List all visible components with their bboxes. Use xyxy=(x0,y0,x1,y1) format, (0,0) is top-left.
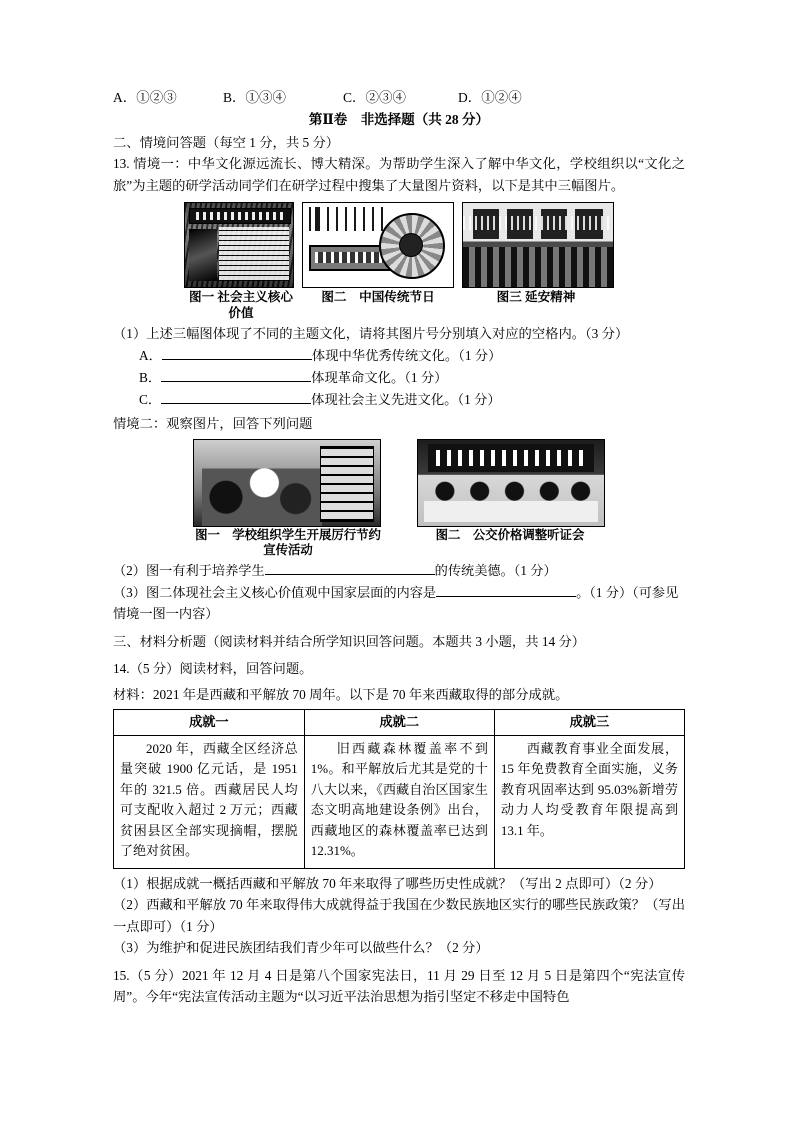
figure-2-traditional-festival-image xyxy=(302,202,454,288)
table-header-3: 成就三 xyxy=(494,710,684,736)
section-3-title: 三、材料分析题（阅读材料并结合所学知识回答问题。本题共 3 小题，共 14 分） xyxy=(113,633,586,649)
picture-group-2 xyxy=(113,439,685,527)
figure-2-bus-fare-hearing-image xyxy=(417,439,605,527)
question-14-material: 材料：2021 年是西藏和平解放 70 周年。以下是 70 年来西藏取得的部分成就。 xyxy=(113,686,569,702)
figure-1b-caption: 图一 学校组织学生开展厉行节约宣传活动 xyxy=(195,528,381,557)
achievements-table xyxy=(113,709,685,869)
table-row xyxy=(114,735,685,868)
table-header-row xyxy=(114,710,685,736)
picture-group-2-captions xyxy=(113,528,685,558)
option-b-label: B． xyxy=(139,369,162,385)
figure-1-core-values-image xyxy=(184,202,294,288)
question-14-sub1: （1）根据成就一概括西藏和平解放 70 年来取得了哪些历史性成就？（写出 2 点即可）（2 分） xyxy=(113,875,662,891)
question-13-sub3 xyxy=(113,582,685,625)
table-cell-achievement-2: 旧西藏森林覆盖率不到 1%。和平解放后尤其是党的十八大以来，《西藏自治区国家生态文明高地建设条例》出台，西藏地区的森林覆盖率已达到 12.31%。 xyxy=(304,735,494,868)
picture-group-1-captions xyxy=(113,288,685,321)
table-header-2: 成就二 xyxy=(304,710,494,736)
figure-1-caption: 图一 社会主义核心价值 xyxy=(189,290,293,320)
sub3-suffix: 。（1 分）（可参见情境一图一内容） xyxy=(113,584,679,621)
volume-header: 第Ⅱ卷 非选择题（共 28 分） xyxy=(308,112,490,127)
table-header-1: 成就一 xyxy=(114,710,305,736)
figure-3-caption: 图三 延安精神 xyxy=(496,290,576,304)
sub2-prefix: （2）图一有利于培养学生 xyxy=(113,563,265,578)
choice-a[interactable]: A．①②③ xyxy=(113,90,177,105)
question-15-stem: 15.（5 分）2021 年 12 月 4 日是第八个国家宪法日，11 月 29 日至 12 月 5 日是第四个“宪法宣传周”。今年“宪法宣传活动主题为“以习近平法治思想为指引坚定不移走中国特色 xyxy=(113,967,685,1004)
answer-blank-c[interactable] xyxy=(161,390,311,404)
question-14-sub3: （3）为维护和促进民族团结我们青少年可以做些什么？（2 分） xyxy=(113,940,489,955)
question-13-sub1: （1）上述三幅图体现了不同的主题文化，请将其图片号分别填入对应的空格内。（3 分） xyxy=(113,326,629,341)
sub3-prefix: （3）图二体现社会主义核心价值观中国家层面的内容是 xyxy=(113,584,437,600)
figure-1-thrift-campaign-image xyxy=(193,439,381,527)
answer-blank-sub3[interactable] xyxy=(436,583,576,597)
question-14-stem: 14.（5 分）阅读材料，回答问题。 xyxy=(113,661,313,676)
question-13-situation-2: 情境二：观察图片，回答下列问题 xyxy=(113,415,313,431)
question-13-stem: 13. 情境一：中华文化源远流长、博大精深。为帮助学生深入了解中华文化，学校组织以“文化之旅”为主题的研学活动同学们在研学过程中搜集了大量图片资料，以下是其中三幅图片。 xyxy=(113,156,685,193)
option-a-label: A． xyxy=(139,347,162,363)
answer-blank-b[interactable] xyxy=(161,368,311,382)
sub2-suffix: 的传统美德。（1 分） xyxy=(434,563,557,578)
figure-3-yanan-spirit-image xyxy=(462,202,614,288)
choice-c[interactable]: C．②③④ xyxy=(343,90,407,105)
answer-blank-sub2[interactable] xyxy=(265,561,435,575)
picture-group-1 xyxy=(113,202,685,288)
choice-d[interactable]: D．①②④ xyxy=(458,90,522,105)
option-c-label: C． xyxy=(139,391,162,407)
answer-blank-a[interactable] xyxy=(162,346,312,360)
choice-b[interactable]: B．①③④ xyxy=(223,90,287,105)
option-a-tail: 体现中华优秀传统文化。（1 分） xyxy=(311,347,502,363)
section-2-title: 二、情境问答题（每空 1 分，共 5 分） xyxy=(113,135,340,150)
figure-2b-caption: 图二 公交价格调整听证会 xyxy=(435,528,585,542)
answer-option-a xyxy=(113,345,685,367)
question-14-sub2: （2）西藏和平解放 70 年来取得伟大成就得益于我国在少数民族地区实行的哪些民族政策？（写出一点即可）（1 分） xyxy=(113,897,685,934)
table-cell-achievement-1: 2020 年，西藏全区经济总量突破 1900 亿元话，是 1951 年的 321.5 倍。西藏居民人均可支配收入超过 2 万元；西藏贫困县区全部实现摘帽，摆脱了绝对贫困。 xyxy=(114,735,305,868)
answer-option-c xyxy=(113,389,685,411)
answer-option-b xyxy=(113,367,685,389)
option-b-tail: 体现革命文化。（1 分） xyxy=(311,369,448,385)
table-cell-achievement-3: 西藏教育事业全面发展，15 年免费教育全面实施，义务教育巩固率达到 95.03%新增劳动力人均受教育年限提高到 13.1 年。 xyxy=(494,735,684,868)
choices-row xyxy=(113,88,685,108)
figure-2-caption: 图二 中国传统节日 xyxy=(321,290,435,304)
page-content xyxy=(113,88,685,1008)
option-c-tail: 体现社会主义先进文化。（1 分） xyxy=(311,391,501,407)
question-13-sub2 xyxy=(113,560,685,582)
